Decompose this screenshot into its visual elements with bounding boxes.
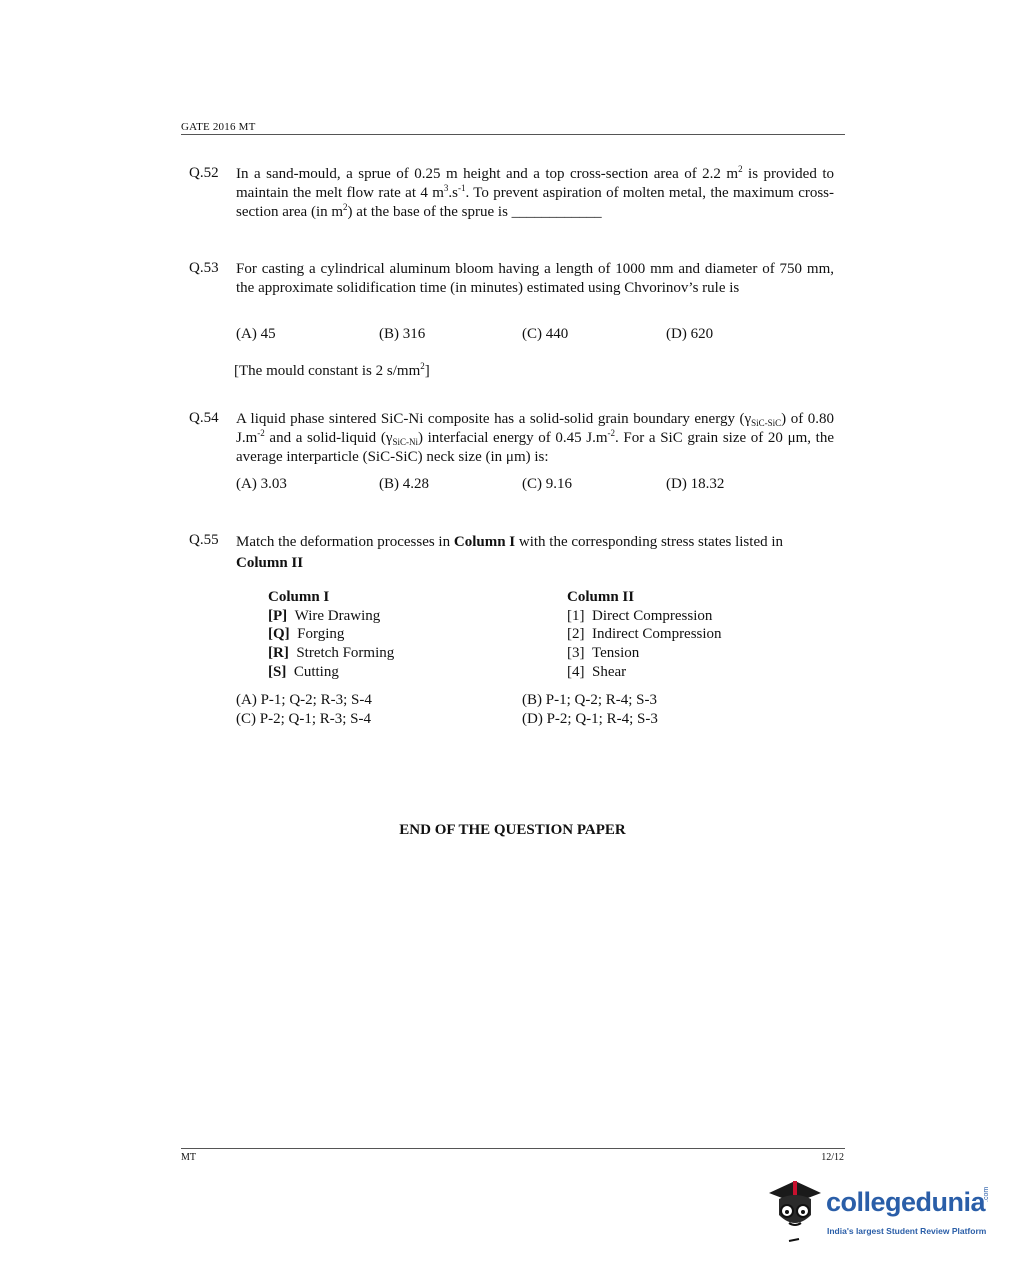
option-d: (D) 18.32: [666, 476, 725, 492]
question-53-note: [The mould constant is 2 $s/mm^2$]: [234, 361, 430, 379]
footer-left: MT: [181, 1152, 196, 1163]
option-b: (B) P-1; Q-2; R-4; S-3: [522, 692, 657, 708]
option-c: (C) P-2; Q-1; R-3; S-4: [236, 711, 371, 727]
question-number: Q.55: [189, 532, 219, 548]
collegedunia-mascot-icon: [765, 1175, 825, 1245]
question-53-text: For casting a cylindrical aluminum bloom having a length of 1000 mm and diameter of 750 mm, the approximate solidification time (in minutes) estimated using Chvorinov’s rule is: [236, 261, 834, 296]
collegedunia-tagline: India's largest Student Review Platform: [827, 1226, 987, 1236]
column-2-item: [2] Indirect Compression: [567, 626, 722, 643]
option-c: (C) 9.16: [522, 476, 572, 492]
column-2-heading: Column II: [567, 589, 635, 605]
question-54-text: A liquid phase sintered SiC-Ni composite has a solid-solid grain boundary energy $(\gamma_{SiC-SiC})$ of 0.80 $J.m^{-2}$ and a solid-liquid $(\gamma_{SiC-Ni})$ interfacial energy of 0.45 $J.m^{-2}$. For a SiC grain size of 20 μm, the average interparticle (SiC-SiC) neck size (in μm) is:: [236, 411, 834, 465]
column-2-item: [3] Tension: [567, 645, 640, 662]
option-a: (A) P-1; Q-2; R-3; S-4: [236, 692, 372, 708]
column-1-item: [S] Cutting: [268, 663, 339, 680]
column-1-item: [R] Stretch Forming: [268, 645, 395, 662]
question-52-text: In a sand-mould, a sprue of 0.25 m height and a top cross-section area of 2.2 $m^2$ is provided to maintain the melt flow rate at 4 $m^3.s^{-1}$. To prevent aspiration of molten metal, the maximum cross-section area (in $m^2$) at the base of the sprue is ____________: [236, 164, 835, 220]
column-1-item: [Q] Forging: [268, 626, 345, 643]
column-2: [567, 588, 722, 682]
collegedunia-wordmark: collegedunia: [826, 1187, 986, 1217]
column-2-item: [1] Direct Compression: [567, 607, 713, 624]
column-1-item: [P] Wire Drawing: [268, 607, 381, 624]
option-a: (A) 45: [236, 326, 276, 342]
option-c: (C) 440: [522, 326, 569, 342]
page-number: 12/12: [821, 1152, 844, 1163]
paper-header: GATE 2016 MT: [181, 121, 256, 133]
end-of-paper: END OF THE QUESTION PAPER: [399, 822, 626, 838]
collegedunia-com: .com: [983, 1186, 990, 1202]
question-55-text: Match the deformation processes in Column I with the corresponding stress states listed in Column II: [236, 534, 784, 571]
header-rule: [181, 134, 845, 135]
column-2-item: [4] Shear: [567, 663, 627, 680]
option-d: (D) 620: [666, 326, 714, 342]
option-b: (B) 316: [379, 326, 426, 342]
option-d: (D) P-2; Q-1; R-4; S-3: [522, 711, 658, 727]
question-number: Q.53: [189, 260, 219, 276]
option-a: (A) 3.03: [236, 476, 287, 492]
option-b: (B) 4.28: [379, 476, 429, 492]
question-number: Q.54: [189, 410, 219, 426]
column-1: [268, 588, 394, 682]
column-1-heading: Column I: [268, 589, 330, 605]
footer-rule: [181, 1148, 845, 1149]
question-number: Q.52: [189, 165, 219, 181]
